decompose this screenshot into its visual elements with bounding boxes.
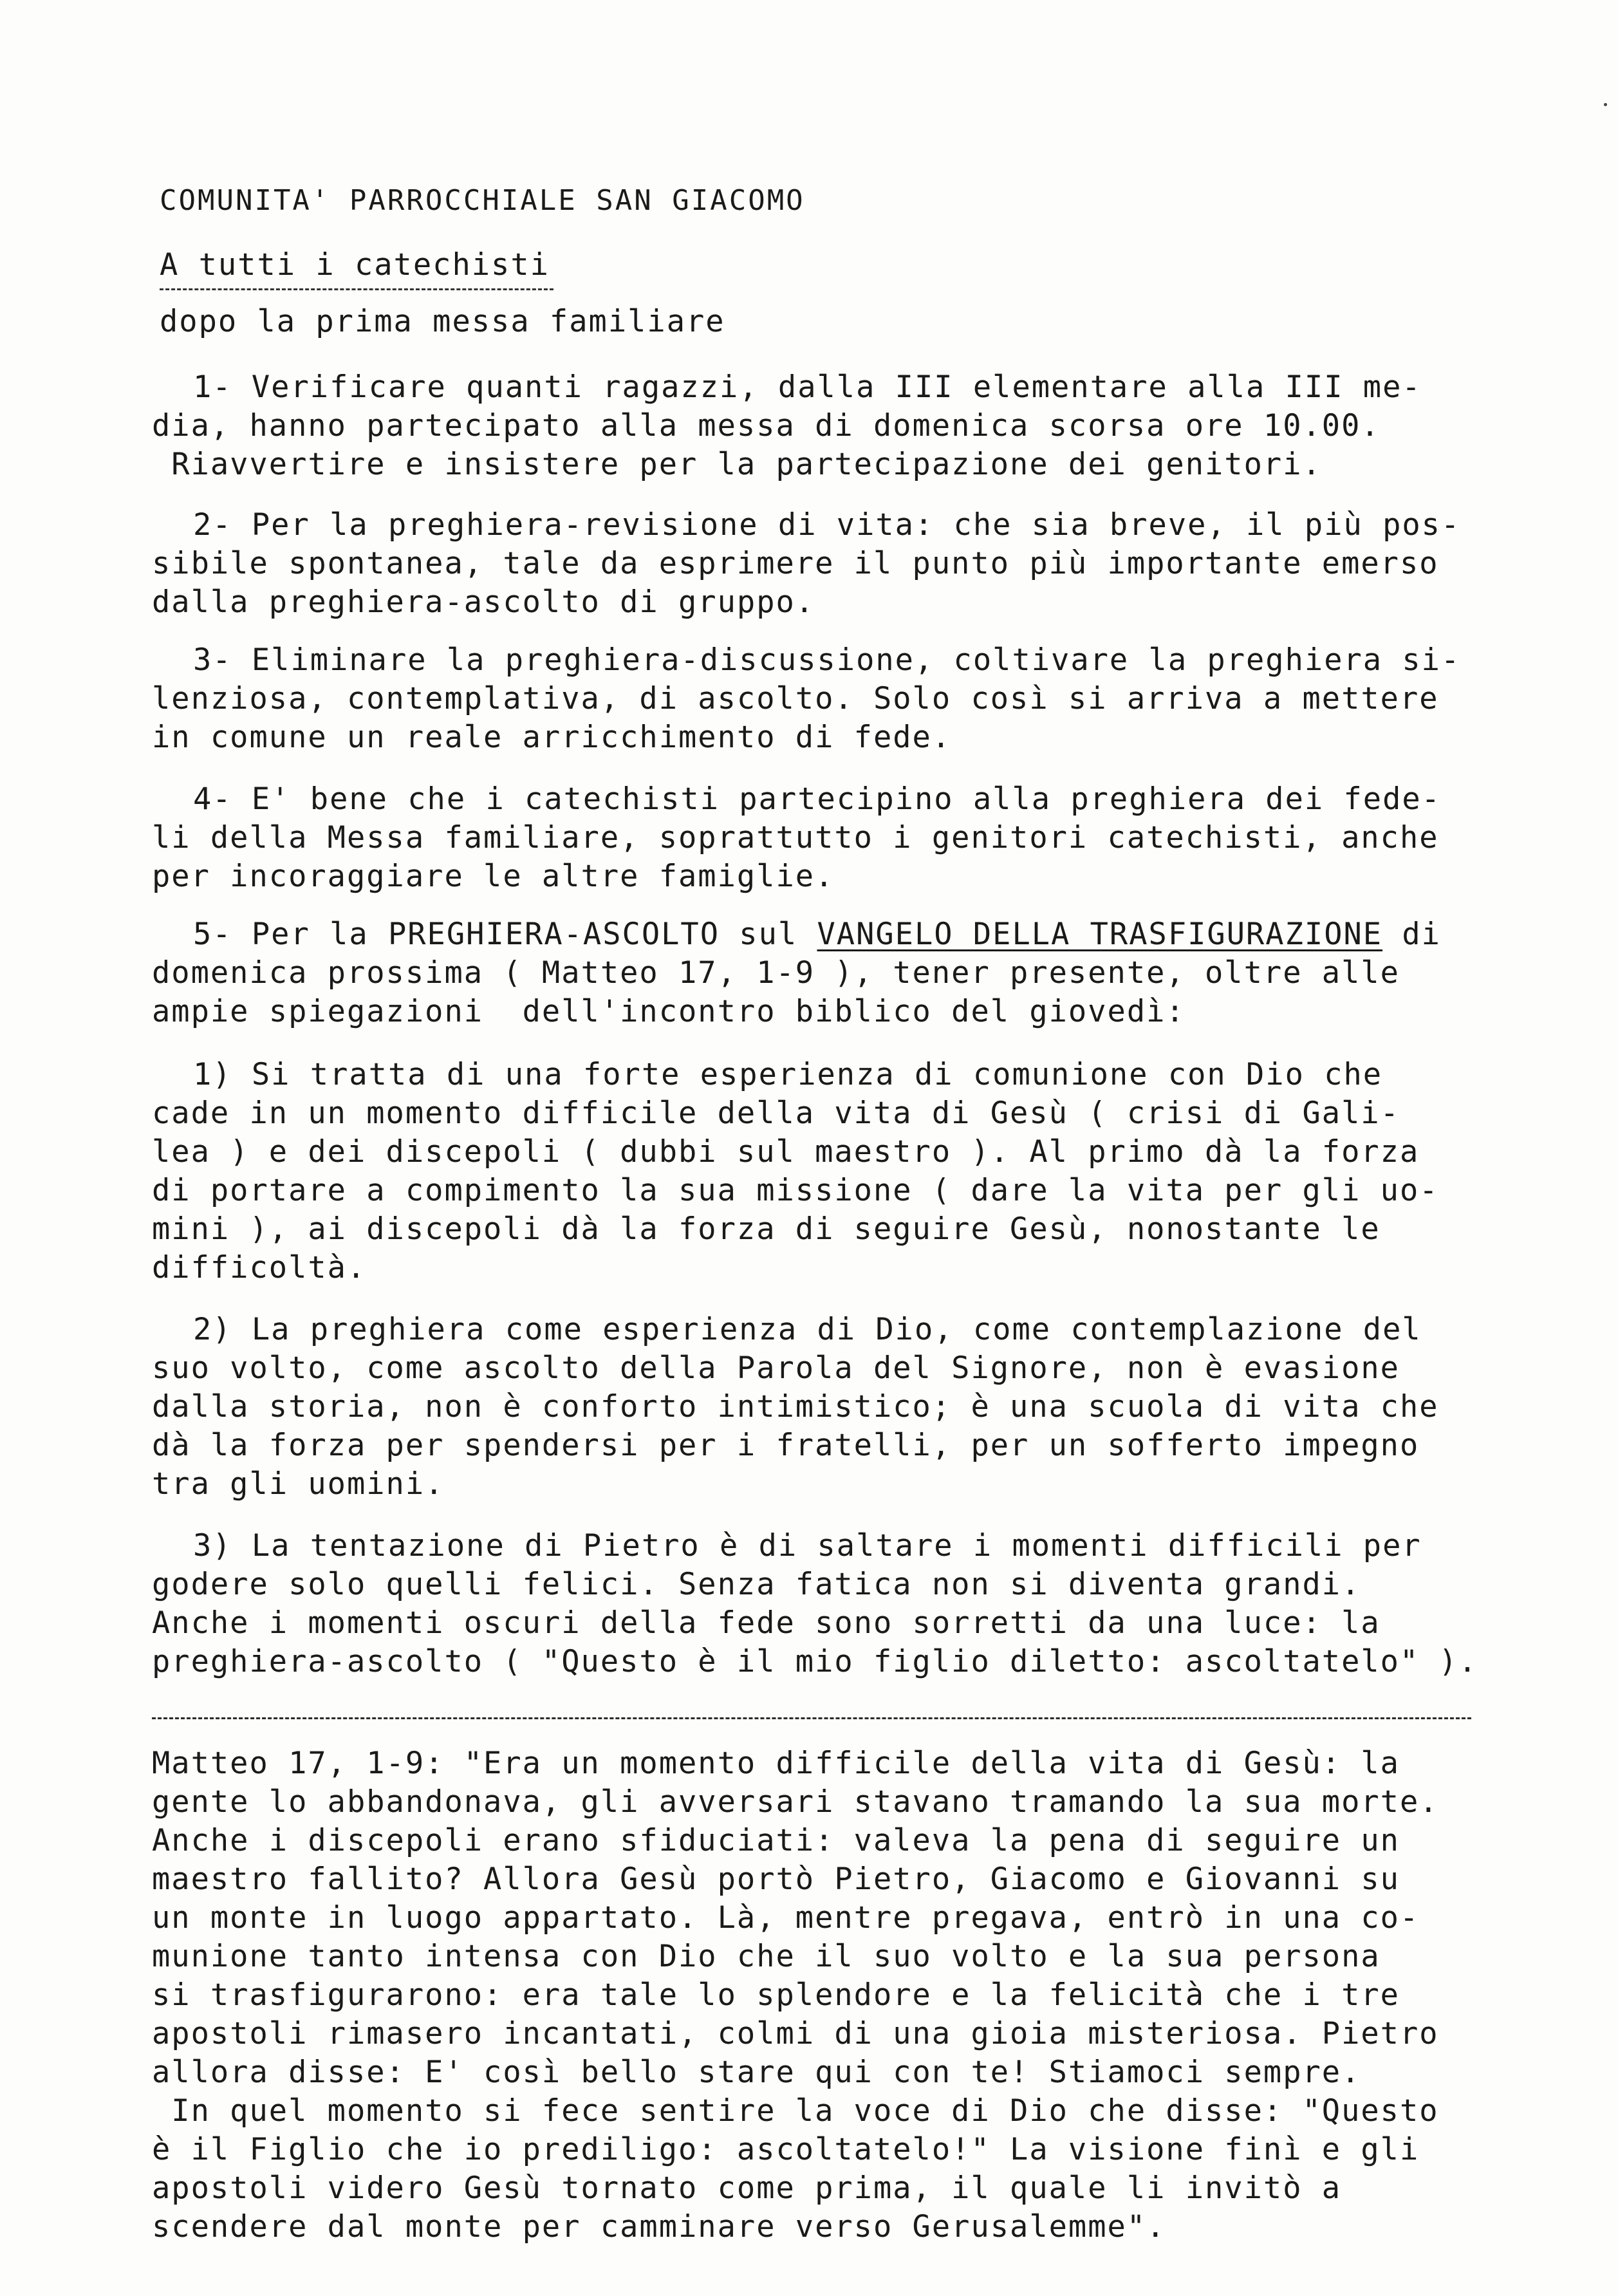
point-1-line: dia, hanno partecipato alla messa di domenica scorsa ore 10.00.: [152, 408, 1381, 443]
point-5: [152, 915, 1519, 1031]
gospel-line: allora disse: E' così bello stare qui con te! Stiamoci sempre.: [152, 2055, 1361, 2090]
point-3-line: in comune un reale arricchimento di fede.: [152, 720, 952, 755]
gospel-line: si trasfigurarono: era tale lo splendore e la felicità che i tre: [152, 1977, 1400, 2013]
gospel-line: scendere dal monte per camminare verso Gerusalemme".: [152, 2209, 1166, 2245]
point-3-line: lenziosa, contemplativa, di ascolto. Solo così si arriva a mettere: [152, 681, 1439, 716]
subpoint-3-line: 3) La tentazione di Pietro è di saltare i momenti difficili per: [193, 1528, 1422, 1563]
gospel-line: apostoli videro Gesù tornato come prima, il quale li invitò a: [152, 2170, 1342, 2206]
subpoint-3-line: godere solo quelli felici. Senza fatica non si diventa grandi.: [152, 1567, 1361, 1602]
point-2-line: 2- Per la preghiera-revisione di vita: che sia breve, il più pos-: [193, 507, 1461, 543]
subpoint-2-line: tra gli uomini.: [152, 1466, 445, 1502]
point-3-line: 3- Eliminare la preghiera-discussione, coltivare la preghiera si-: [193, 642, 1461, 678]
subpoint-2: [152, 1311, 1519, 1504]
subpoint-1: [152, 1056, 1519, 1287]
gospel-line: Anche i discepoli erano sfiduciati: valeva la pena di seguire un: [152, 1823, 1400, 1858]
point-1-line: 1- Verificare quanti ragazzi, dalla III elementare alla III me-: [193, 369, 1422, 405]
subpoint-1-line: lea ) e dei discepoli ( dubbi sul maestro ). Al primo dà la forza: [152, 1134, 1420, 1170]
section-separator: [152, 1717, 1471, 1719]
subpoint-1-line: cade in un momento difficile della vita di Gesù ( crisi di Gali-: [152, 1096, 1400, 1131]
subpoint-2-line: suo volto, come ascolto della Parola del Signore, non è evasione: [152, 1350, 1400, 1386]
gospel-line: è il Figlio che io prediligo: ascoltatelo!" La visione finì e gli: [152, 2132, 1420, 2167]
subpoint-2-line: dalla storia, non è conforto intimistico; è una scuola di vita che: [152, 1389, 1439, 1424]
subpoint-3: [152, 1527, 1519, 1681]
point-1-line: Riavvertire e insistere per la partecipazione dei genitori.: [152, 447, 1322, 482]
point-4: [152, 780, 1519, 896]
gospel-line: Matteo 17, 1-9: "Era un momento difficile della vita di Gesù: la: [152, 1746, 1400, 1781]
addressee-underline: [160, 288, 553, 290]
gospel-line: un monte in luogo appartato. Là, mentre pregava, entrò in una co-: [152, 1900, 1420, 1936]
addressee-line: A tutti i catechisti: [160, 247, 550, 283]
point-1: [152, 368, 1519, 484]
point-5-tail: di: [1382, 917, 1441, 952]
gospel-reference-underlined: VANGELO DELLA TRASFIGURAZIONE: [817, 917, 1383, 952]
point-5-lead: 5- Per la PREGHIERA-ASCOLTO sul: [193, 917, 817, 952]
subpoint-3-line: Anche i momenti oscuri della fede sono sorretti da una luce: la: [152, 1605, 1381, 1641]
subpoint-1-line: 1) Si tratta di una forte esperienza di comunione con Dio che: [193, 1057, 1383, 1092]
point-4-line: li della Messa familiare, soprattutto i genitori catechisti, anche: [152, 820, 1439, 855]
gospel-passage: [152, 1744, 1478, 2246]
point-3: [152, 641, 1519, 757]
point-5-line: domenica prossima ( Matteo 17, 1-9 ), tener presente, oltre alle: [152, 955, 1400, 991]
point-4-line: 4- E' bene che i catechisti partecipino alla preghiera dei fede-: [193, 781, 1441, 817]
point-2-line: sibile spontanea, tale da esprimere il punto più importante emerso: [152, 546, 1439, 581]
gospel-line: munione tanto intensa con Dio che il suo volto e la sua persona: [152, 1939, 1381, 1974]
parish-heading: COMUNITA' PARROCCHIALE SAN GIACOMO: [160, 184, 805, 217]
gospel-line: apostoli rimasero incantati, colmi di una gioia misteriosa. Pietro: [152, 2016, 1439, 2051]
point-4-line: per incoraggiare le altre famiglie.: [152, 859, 835, 894]
margin-mark: [1604, 103, 1607, 106]
subpoint-2-line: dà la forza per spendersi per i fratelli, per un sofferto impegno: [152, 1428, 1420, 1463]
point-5-line: ampie spiegazioni dell'incontro biblico del giovedì:: [152, 994, 1186, 1029]
subpoint-2-line: 2) La preghiera come esperienza di Dio, come contemplazione del: [193, 1312, 1422, 1347]
gospel-line: gente lo abbandonava, gli avversari stavano tramando la sua morte.: [152, 1784, 1439, 1820]
subpoint-3-line: preghiera-ascolto ( "Questo è il mio figlio diletto: ascoltatelo" ).: [152, 1644, 1478, 1679]
intro-line: dopo la prima messa familiare: [160, 304, 725, 339]
subpoint-1-line: difficoltà.: [152, 1250, 367, 1285]
gospel-line: In quel momento si fece sentire la voce di Dio che disse: "Questo: [152, 2093, 1439, 2129]
subpoint-1-line: di portare a compimento la sua missione ( dare la vita per gli uo-: [152, 1173, 1439, 1208]
gospel-line: maestro fallito? Allora Gesù portò Pietro, Giacomo e Giovanni su: [152, 1862, 1400, 1897]
point-2-line: dalla preghiera-ascolto di gruppo.: [152, 584, 815, 620]
subpoint-1-line: mini ), ai discepoli dà la forza di seguire Gesù, nonostante le: [152, 1211, 1381, 1247]
point-5-first-line: [193, 915, 1519, 954]
point-2: [152, 506, 1519, 622]
